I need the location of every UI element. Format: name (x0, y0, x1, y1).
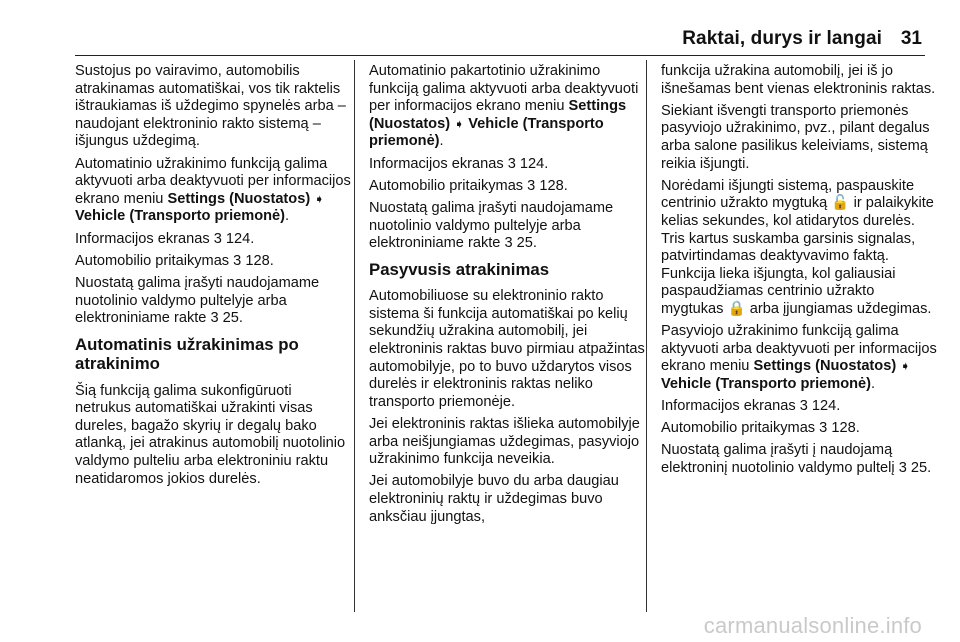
page-reference: 124. (515, 155, 549, 172)
reference-arrow-icon: 3 (527, 177, 536, 194)
paragraph: Automobiliuose su elektroninio rakto sistema ši funkcija automatiškai po kelių sekundžių užrakina automobilį, jei elektroninis raktas buvo pirmiau atpažintas automobilyje, po to buvo uždarytos visos durelės ir elektroninis raktas neliko transporto priemonėje. (369, 288, 645, 410)
arrow-icon: ➧ (314, 191, 325, 206)
reference-arrow-icon: 3 (213, 230, 222, 247)
text: . (439, 133, 444, 150)
lock-icon: 🔒 (727, 300, 746, 317)
reference-arrow-icon: 3 (819, 420, 828, 437)
reference-arrow-icon: 3 (504, 235, 513, 252)
page-reference: 128. (535, 177, 568, 194)
page-reference: 128. (827, 420, 860, 437)
watermark: carmanualsonline.info (703, 613, 922, 638)
menu-path-settings: Settings (Nuostatos) (167, 190, 311, 207)
text: Nuostatą galima įrašyti naudojamame nuotolinio valdymo pultelyje arba elektroniniame rakte (369, 199, 614, 252)
paragraph (75, 231, 351, 249)
page-title: Raktai, durys ir langai (682, 28, 882, 49)
text: Automobilio pritaikymas (661, 420, 820, 437)
text: . (871, 375, 876, 392)
text: Automatinio užrakinimo funkciją galima aktyvuoti arba deaktyvuoti per informacijos ekrano meniu (75, 155, 351, 207)
paragraph: Šią funkciją galima sukonfigūruoti netrukus automatiškai užrakinti visas dureles, bagažo skyrių ir degalų bako atlanką, jei atrakinus automobilį nuotolinio valdymo pulteliu arba elektroniniu raktu neatidaromos jokios durelės. (75, 382, 346, 487)
menu-path-vehicle: Vehicle (Transporto priemonė) (75, 208, 286, 225)
paragraph (75, 275, 351, 328)
menu-path-vehicle: Vehicle (Transporto priemonė) (661, 375, 872, 392)
reference-arrow-icon: 3 (898, 460, 907, 477)
text: Nuostatą galima įrašyti naudojamame nuotolinio valdymo pultelyje arba elektroniniame rakte (75, 274, 320, 327)
text: . (285, 208, 290, 225)
arrow-icon: ➧ (900, 359, 911, 374)
text: Automobilio pritaikymas (369, 177, 528, 194)
text-column-1 (75, 63, 351, 493)
text: Automobilio pritaikymas (75, 252, 234, 269)
paragraph (661, 178, 937, 319)
page-reference: 25. (512, 235, 537, 252)
text: ir palaikykite kelias sekundes, kol atidarytos durelės. Tris kartus suskamba garsinis signalas, patvirtindamas deaktyvavimo faktą. Funkcija lieka išjungta, kol galiausiai paspaudžiamas centrinio užrakto mygtukas (661, 195, 934, 317)
paragraph (369, 63, 645, 151)
reference-arrow-icon: 3 (233, 252, 242, 269)
menu-path-settings: Settings (Nuostatos) (369, 98, 627, 132)
page-reference: 124. (807, 398, 841, 415)
paragraph (661, 442, 937, 477)
unlock-icon: 🔓 (831, 195, 850, 212)
reference-arrow-icon: 3 (507, 155, 516, 172)
paragraph: Jei automobilyje buvo du arba daugiau elektroninių raktų ir uždegimas buvo anksčiau įjungtas, (369, 473, 619, 525)
page-number: 31 (900, 28, 922, 49)
paragraph: Jei elektroninis raktas išlieka automobilyje arba neišjungiamas uždegimas, pasyviojo užrakinimo funkcija neveikia. (369, 415, 640, 468)
text-column-2 (369, 63, 645, 531)
header-divider (75, 55, 925, 56)
paragraph (75, 253, 351, 271)
paragraph (369, 200, 645, 253)
reference-arrow-icon: 3 (799, 398, 808, 415)
paragraph (369, 178, 645, 196)
menu-path-vehicle: Vehicle (Transporto priemonė) (369, 115, 604, 150)
page-reference: 124. (221, 230, 255, 247)
text: Nuostatą galima įrašyti į naudojamą elektroninį nuotolinio valdymo pultelį (661, 442, 899, 477)
column-divider-2 (646, 60, 647, 612)
text: Norėdami išjungti sistemą, paspauskite centrinio užrakto mygtuką (661, 177, 915, 212)
column-divider-1 (354, 60, 355, 612)
text-column-3 (661, 63, 937, 482)
paragraph (75, 156, 351, 226)
text: Informacijos ekranas (369, 155, 508, 172)
page-reference: 128. (241, 252, 274, 269)
section-heading: Automatinis užrakinimas po atrakinimo (75, 334, 299, 374)
paragraph: Siekiant išvengti transporto priemonės pasyviojo užrakinimo, pvz., pilant degalus arba salone pasilikus keleiviams, sistemą reikia išjungti. (661, 102, 930, 172)
text: Informacijos ekranas (661, 398, 800, 415)
text: Automatinio pakartotinio užrakinimo funkciją galima aktyvuoti arba deaktyvuoti per informacijos ekrano meniu (369, 63, 639, 115)
text: Pasyviojo užrakinimo funkciją galima aktyvuoti arba deaktyvuoti per informacijos ekrano meniu (661, 323, 937, 375)
page-reference: 25. (218, 310, 243, 327)
page-header (0, 0, 960, 58)
paragraph (661, 398, 937, 416)
text: arba įjungiamas uždegimas. (745, 300, 932, 317)
arrow-icon: ➧ (454, 116, 465, 131)
text: Informacijos ekranas (75, 230, 214, 247)
paragraph (369, 156, 645, 174)
paragraph: funkcija užrakina automobilį, jei iš jo išnešamas bent vienas elektroninis raktas. (661, 63, 936, 97)
paragraph (661, 323, 937, 393)
reference-arrow-icon: 3 (210, 310, 219, 327)
paragraph: Sustojus po vairavimo, automobilis atrakinamas automatiškai, vos tik raktelis ištraukiamas iš uždegimo spynelės arba – naudojant elektroninio rakto sistemą – išjungus uždegimą. (75, 63, 346, 150)
menu-path-settings: Settings (Nuostatos) (753, 358, 897, 375)
page-reference: 25. (906, 460, 932, 477)
section-heading: Pasyvusis atrakinimas (369, 259, 550, 279)
paragraph (661, 420, 937, 438)
